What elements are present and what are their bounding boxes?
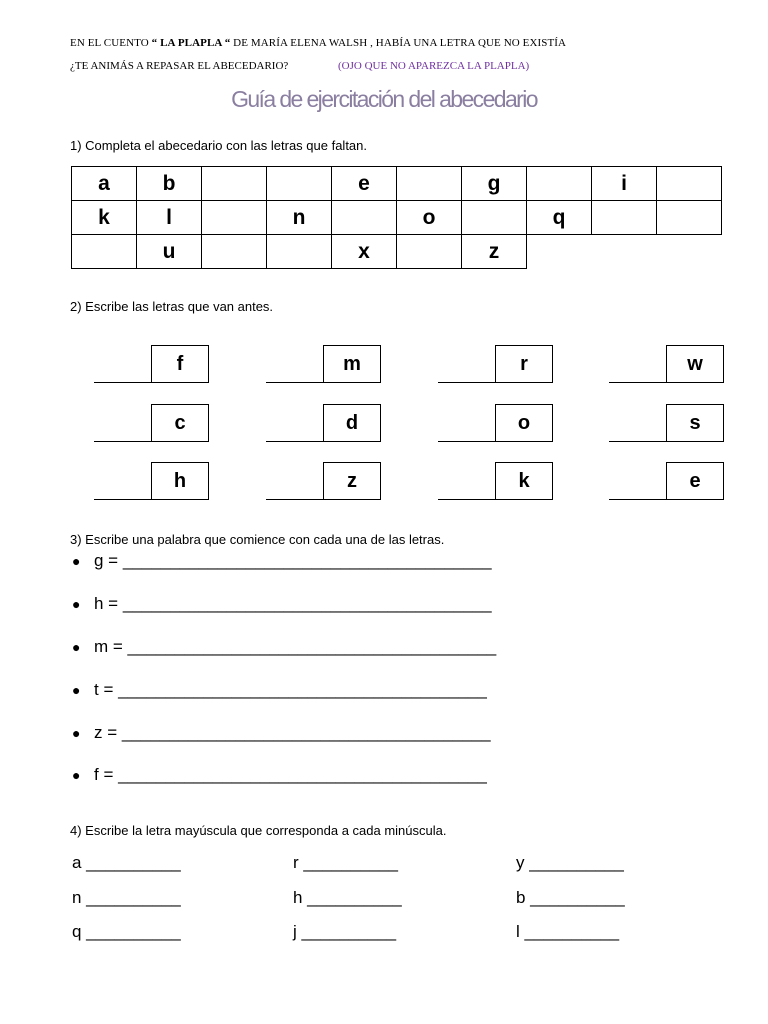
letter-before-item [266,462,382,500]
letter-before-item [94,345,210,383]
intro-text-end: DE MARÍA ELENA WALSH , HABÍA UNA LETRA QUE NO EXISTÍA [233,37,567,49]
alphabet-blank-cell[interactable] [657,201,722,235]
alphabet-letter-cell: i [592,167,657,201]
uppercase-item[interactable]: b __________ [516,888,625,907]
bullet-icon: ● [72,596,81,612]
bullet-icon: ● [72,639,81,655]
letter-before-item [266,345,382,383]
intro-line-2: ¿TE ANIMÁS A REPASAR EL ABECEDARIO? [70,60,289,72]
word-item[interactable] [72,594,492,614]
word-prompt: z = _______________________________________ [94,723,491,742]
alphabet-letter-cell: q [527,201,592,235]
uppercase-item[interactable]: j __________ [293,922,397,941]
alphabet-blank-cell[interactable] [657,167,722,201]
alphabet-letter-cell: b [137,167,202,201]
alphabet-blank-cell[interactable] [592,201,657,235]
letter-before-item [94,462,210,500]
bullet-icon: ● [72,725,81,741]
letter-before-item [438,345,554,383]
letter-box: k [495,462,553,500]
word-item[interactable] [72,723,491,743]
letter-box: h [151,462,209,500]
intro-text-start: EN EL CUENTO [70,37,149,49]
alphabet-letter-cell: g [462,167,527,201]
word-prompt: h = _______________________________________ [94,594,492,613]
alphabet-row [72,167,722,201]
uppercase-item[interactable]: y __________ [516,853,624,872]
answer-line[interactable] [609,498,667,500]
alphabet-blank-cell[interactable] [267,235,332,269]
grid-spacer [527,235,592,269]
bullet-icon: ● [72,767,81,783]
alphabet-blank-cell[interactable] [72,235,137,269]
alphabet-letter-cell: o [397,201,462,235]
section-4-heading: 4) Escribe la letra mayúscula que corresponda a cada minúscula. [70,823,447,838]
intro-line-1 [70,37,566,49]
alphabet-row [72,201,722,235]
letter-before-item [438,462,554,500]
answer-line[interactable] [94,498,152,500]
alphabet-blank-cell[interactable] [267,167,332,201]
alphabet-letter-cell: l [137,201,202,235]
alphabet-grid [71,166,722,269]
letter-box: m [323,345,381,383]
alphabet-blank-cell[interactable] [397,235,462,269]
alphabet-blank-cell[interactable] [202,235,267,269]
answer-line[interactable] [266,498,324,500]
alphabet-blank-cell[interactable] [202,167,267,201]
page-title: Guía de ejercitación del abecedario [231,86,537,112]
letter-box: d [323,404,381,442]
letter-before-item [94,404,210,442]
letter-box: z [323,462,381,500]
word-item[interactable] [72,551,492,571]
letter-before-item [609,345,725,383]
letter-box: c [151,404,209,442]
answer-line[interactable] [438,381,496,383]
alphabet-blank-cell[interactable] [202,201,267,235]
letter-box: r [495,345,553,383]
alphabet-letter-cell: k [72,201,137,235]
letter-before-item [609,462,725,500]
alphabet-row [72,235,722,269]
word-prompt: t = _______________________________________ [94,680,487,699]
uppercase-item[interactable]: h __________ [293,888,402,907]
letter-before-item [609,404,725,442]
grid-spacer [592,235,657,269]
bullet-icon: ● [72,682,81,698]
letter-box: w [666,345,724,383]
grid-spacer [657,235,722,269]
word-prompt: f = _______________________________________ [94,765,487,784]
alphabet-letter-cell: n [267,201,332,235]
story-title: “ LA PLAPLA “ [151,37,231,49]
letter-box: s [666,404,724,442]
uppercase-item[interactable]: q __________ [72,922,181,941]
alphabet-letter-cell: z [462,235,527,269]
letter-before-item [266,404,382,442]
section-3-heading: 3) Escribe una palabra que comience con cada una de las letras. [70,532,445,547]
uppercase-item[interactable]: r __________ [293,853,398,872]
answer-line[interactable] [266,440,324,442]
word-prompt: g = _______________________________________ [94,551,492,570]
section-1-heading: 1) Completa el abecedario con las letras que faltan. [70,138,368,153]
answer-line[interactable] [94,440,152,442]
alphabet-blank-cell[interactable] [332,201,397,235]
alphabet-blank-cell[interactable] [462,201,527,235]
answer-line[interactable] [609,381,667,383]
uppercase-item[interactable]: n __________ [72,888,181,907]
answer-line[interactable] [438,498,496,500]
letter-box: f [151,345,209,383]
answer-line[interactable] [266,381,324,383]
alphabet-letter-cell: x [332,235,397,269]
section-2-heading: 2) Escribe las letras que van antes. [70,299,274,314]
bullet-icon: ● [72,553,81,569]
letter-before-item [438,404,554,442]
alphabet-letter-cell: u [137,235,202,269]
word-prompt: m = _______________________________________ [94,637,497,656]
word-item[interactable] [72,637,496,657]
letter-box: o [495,404,553,442]
uppercase-item[interactable]: l __________ [516,922,620,941]
alphabet-blank-cell[interactable] [527,167,592,201]
answer-line[interactable] [438,440,496,442]
uppercase-item[interactable]: a __________ [72,853,181,872]
word-item[interactable] [72,680,487,700]
letter-box: e [666,462,724,500]
word-item[interactable] [72,765,487,785]
answer-line[interactable] [94,381,152,383]
warning-note: (OJO QUE NO APAREZCA LA PLAPLA) [338,60,530,72]
answer-line[interactable] [609,440,667,442]
alphabet-letter-cell: a [72,167,137,201]
alphabet-letter-cell: e [332,167,397,201]
alphabet-blank-cell[interactable] [397,167,462,201]
